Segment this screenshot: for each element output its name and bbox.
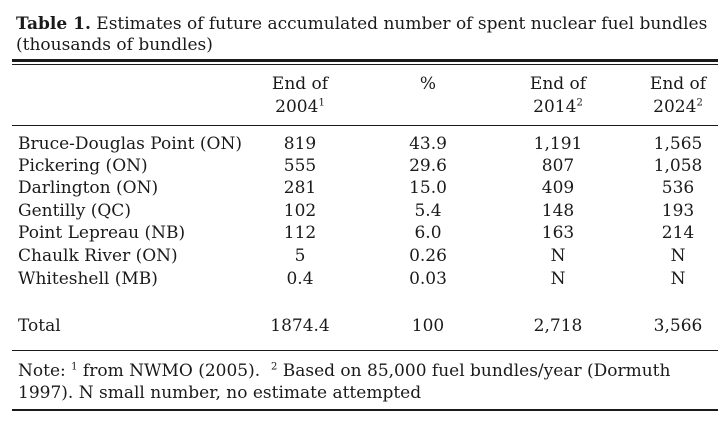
table-note xyxy=(18,360,708,404)
end2024-value: N xyxy=(670,246,686,266)
footer-rule xyxy=(12,350,718,351)
bottom-rule xyxy=(12,409,718,411)
percent-value: 15.0 xyxy=(409,178,447,198)
total-end2004: 1874.4 xyxy=(270,316,330,336)
header-col3-line2: 2014$^2$ xyxy=(533,97,583,117)
site-name: Point Lepreau (NB) xyxy=(18,223,186,243)
end2024-value: 214 xyxy=(661,223,695,243)
total-label: Total xyxy=(18,316,61,336)
note-sup-1: 1 xyxy=(71,361,78,373)
header-col4-line1: End of xyxy=(649,74,707,94)
end2004-value: 555 xyxy=(283,156,317,176)
end2024-value: 193 xyxy=(661,201,695,221)
site-name: Darlington (ON) xyxy=(18,178,159,198)
caption-label: Table 1. xyxy=(16,14,91,34)
header-col4-sup: 2 xyxy=(696,97,703,109)
header-col1-line2: 2004$^1$ xyxy=(275,97,325,117)
end2014-value: 163 xyxy=(541,223,575,243)
percent-value: 6.0 xyxy=(414,223,442,243)
note-text-2: Based on 85,000 fuel bundles/year (Dormuth 1997). N small number, no estimate attempted xyxy=(18,361,671,403)
header-rule xyxy=(12,125,718,126)
percent-value: 5.4 xyxy=(414,201,442,221)
end2014-value: 148 xyxy=(541,201,575,221)
end2014-value: 807 xyxy=(541,156,575,176)
percent-value: 43.9 xyxy=(409,134,447,154)
site-name: Pickering (ON) xyxy=(18,156,148,176)
total-percent: 100 xyxy=(411,316,445,336)
end2024-value: N xyxy=(670,269,686,289)
header-col1-sup: 1 xyxy=(318,97,325,109)
note-prefix: Note: xyxy=(18,361,66,381)
end2004-value: 112 xyxy=(283,223,317,243)
top-rule xyxy=(12,59,718,62)
end2014-value: 409 xyxy=(541,178,575,198)
end2024-value: 536 xyxy=(661,178,695,198)
end2014-value: N xyxy=(550,246,566,266)
end2004-value: 102 xyxy=(283,201,317,221)
site-name: Whiteshell (MB) xyxy=(18,269,158,289)
end2004-value: 281 xyxy=(283,178,317,198)
header-col3-sup: 2 xyxy=(576,97,583,109)
total-end2024: 3,566 xyxy=(653,316,703,336)
header-col2: % xyxy=(419,74,437,94)
header-col1-line1: End of xyxy=(271,74,329,94)
percent-value: 29.6 xyxy=(409,156,447,176)
site-name: Chaulk River (ON) xyxy=(18,246,178,266)
caption-text: Estimates of future accumulated number of spent nuclear fuel bundles (thousands of bundles) xyxy=(16,14,708,55)
end2004-value: 5 xyxy=(294,246,306,266)
end2004-value: 0.4 xyxy=(286,269,314,289)
end2024-value: 1,058 xyxy=(653,156,703,176)
total-end2014: 2,718 xyxy=(533,316,583,336)
end2004-value: 819 xyxy=(283,134,317,154)
site-name: Gentilly (QC) xyxy=(18,201,131,221)
note-sup-2: 2 xyxy=(270,361,278,373)
end2014-value: N xyxy=(550,269,566,289)
header-col4-line2: 2024$^2$ xyxy=(653,97,703,117)
end2014-value: 1,191 xyxy=(533,134,583,154)
header-col3-line1: End of xyxy=(529,74,587,94)
percent-value: 0.26 xyxy=(409,246,447,266)
top-rule-thin xyxy=(12,64,718,65)
site-name: Bruce-Douglas Point (ON) xyxy=(18,134,242,154)
percent-value: 0.03 xyxy=(409,269,447,289)
table-caption xyxy=(16,14,716,56)
end2024-value: 1,565 xyxy=(653,134,703,154)
note-text-1: from NWMO (2005). xyxy=(82,361,261,381)
